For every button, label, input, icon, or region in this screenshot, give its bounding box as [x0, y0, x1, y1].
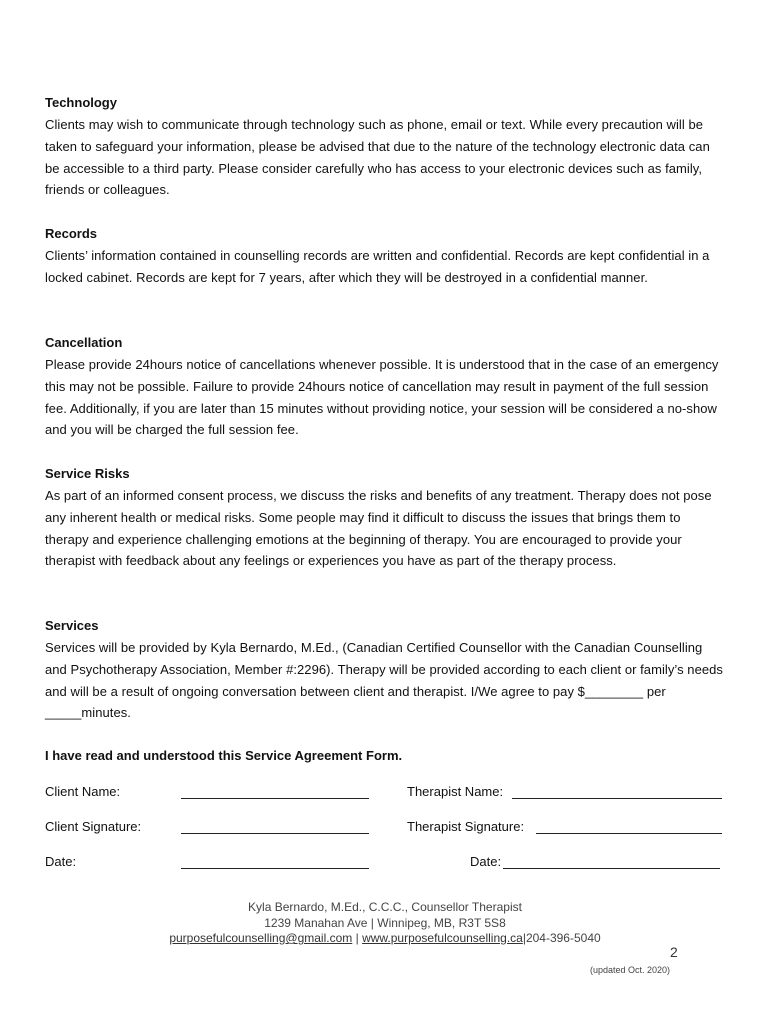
client-name-line[interactable] [181, 798, 369, 799]
therapist-date-label: Date: [470, 854, 502, 869]
website-link[interactable]: www.purposefulcounselling.ca [362, 931, 523, 945]
section-heading: Technology [45, 95, 117, 110]
section-service-risks [45, 463, 725, 572]
section-body: Clients’ information contained in counselling records are written and confidential. Records are kept confidential in a locked cabinet. Records are kept for 7 years, after which they will be destroyed in a confidential manner. [45, 248, 710, 285]
section-body: Clients may wish to communicate through technology such as phone, email or text. While every precaution will be taken to safeguard your information, please be advised that due to the nature of the technology electronic data can be accessible to a third party. Please consider carefully who has access to your electronic devices such as family, friends or colleagues. [45, 117, 710, 198]
footer-contact [0, 931, 770, 947]
footer-address: 1239 Manahan Ave | Winnipeg, MB, R3T 5S8 [264, 915, 506, 930]
client-date-line[interactable] [181, 868, 369, 869]
client-signature-line[interactable] [181, 833, 369, 834]
section-body: Please provide 24hours notice of cancellations whenever possible. It is understood that in the case of an emergency this may not be possible. Failure to provide 24hours notice of cancellation may result in payment of the full session fee. Additionally, if you are later than 15 minutes without providing notice, your session will be considered a no-show and you will be charged the full session fee. [45, 357, 719, 438]
section-technology [45, 92, 725, 201]
footer-name: Kyla Bernardo, M.Ed., C.C.C., Counsellor Therapist [248, 900, 522, 914]
section-records [45, 223, 725, 289]
section-cancellation [45, 332, 725, 441]
footer [0, 900, 770, 947]
section-services [45, 615, 725, 724]
updated-note: (updated Oct. 2020) [590, 965, 671, 975]
section-body: Services will be provided by Kyla Bernardo, M.Ed., (Canadian Certified Counsellor with the Canadian Counselling and Psychotherapy Association, Member #:2296). Therapy will be provided according to each client or family’s needs and will be a result of ongoing conversation between client and therapist. I/We agree to pay $________ per _____minutes. [45, 640, 723, 721]
client-name-label: Client Name: [45, 784, 121, 799]
agreement-statement: I have read and understood this Service Agreement Form. [45, 748, 403, 763]
therapist-date-line[interactable] [503, 868, 720, 869]
email-link[interactable]: purposefulcounselling@gmail.com [169, 931, 353, 945]
section-heading: Cancellation [45, 335, 123, 350]
therapist-name-label: Therapist Name: [407, 784, 504, 799]
footer-separator: | [352, 931, 363, 945]
therapist-signature-label: Therapist Signature: [407, 819, 525, 834]
page-number: 2 [670, 944, 678, 960]
therapist-name-line[interactable] [512, 798, 722, 799]
section-body: As part of an informed consent process, we discuss the risks and benefits of any treatment. Therapy does not pose any inherent health or medical risks. Some people may find it difficult to discuss the issues that brings them to therapy and experience challenging emotions at the beginning of therapy. You are encouraged to provide your therapist with feedback about any feelings or experiences you have as part of the therapy process. [45, 488, 712, 569]
client-date-label: Date: [45, 854, 77, 869]
phone-number: |204-396-5040 [522, 931, 601, 945]
client-signature-label: Client Signature: [45, 819, 142, 834]
section-heading: Service Risks [45, 466, 130, 481]
therapist-signature-line[interactable] [536, 833, 722, 834]
section-heading: Records [45, 226, 98, 241]
section-heading: Services [45, 618, 99, 633]
